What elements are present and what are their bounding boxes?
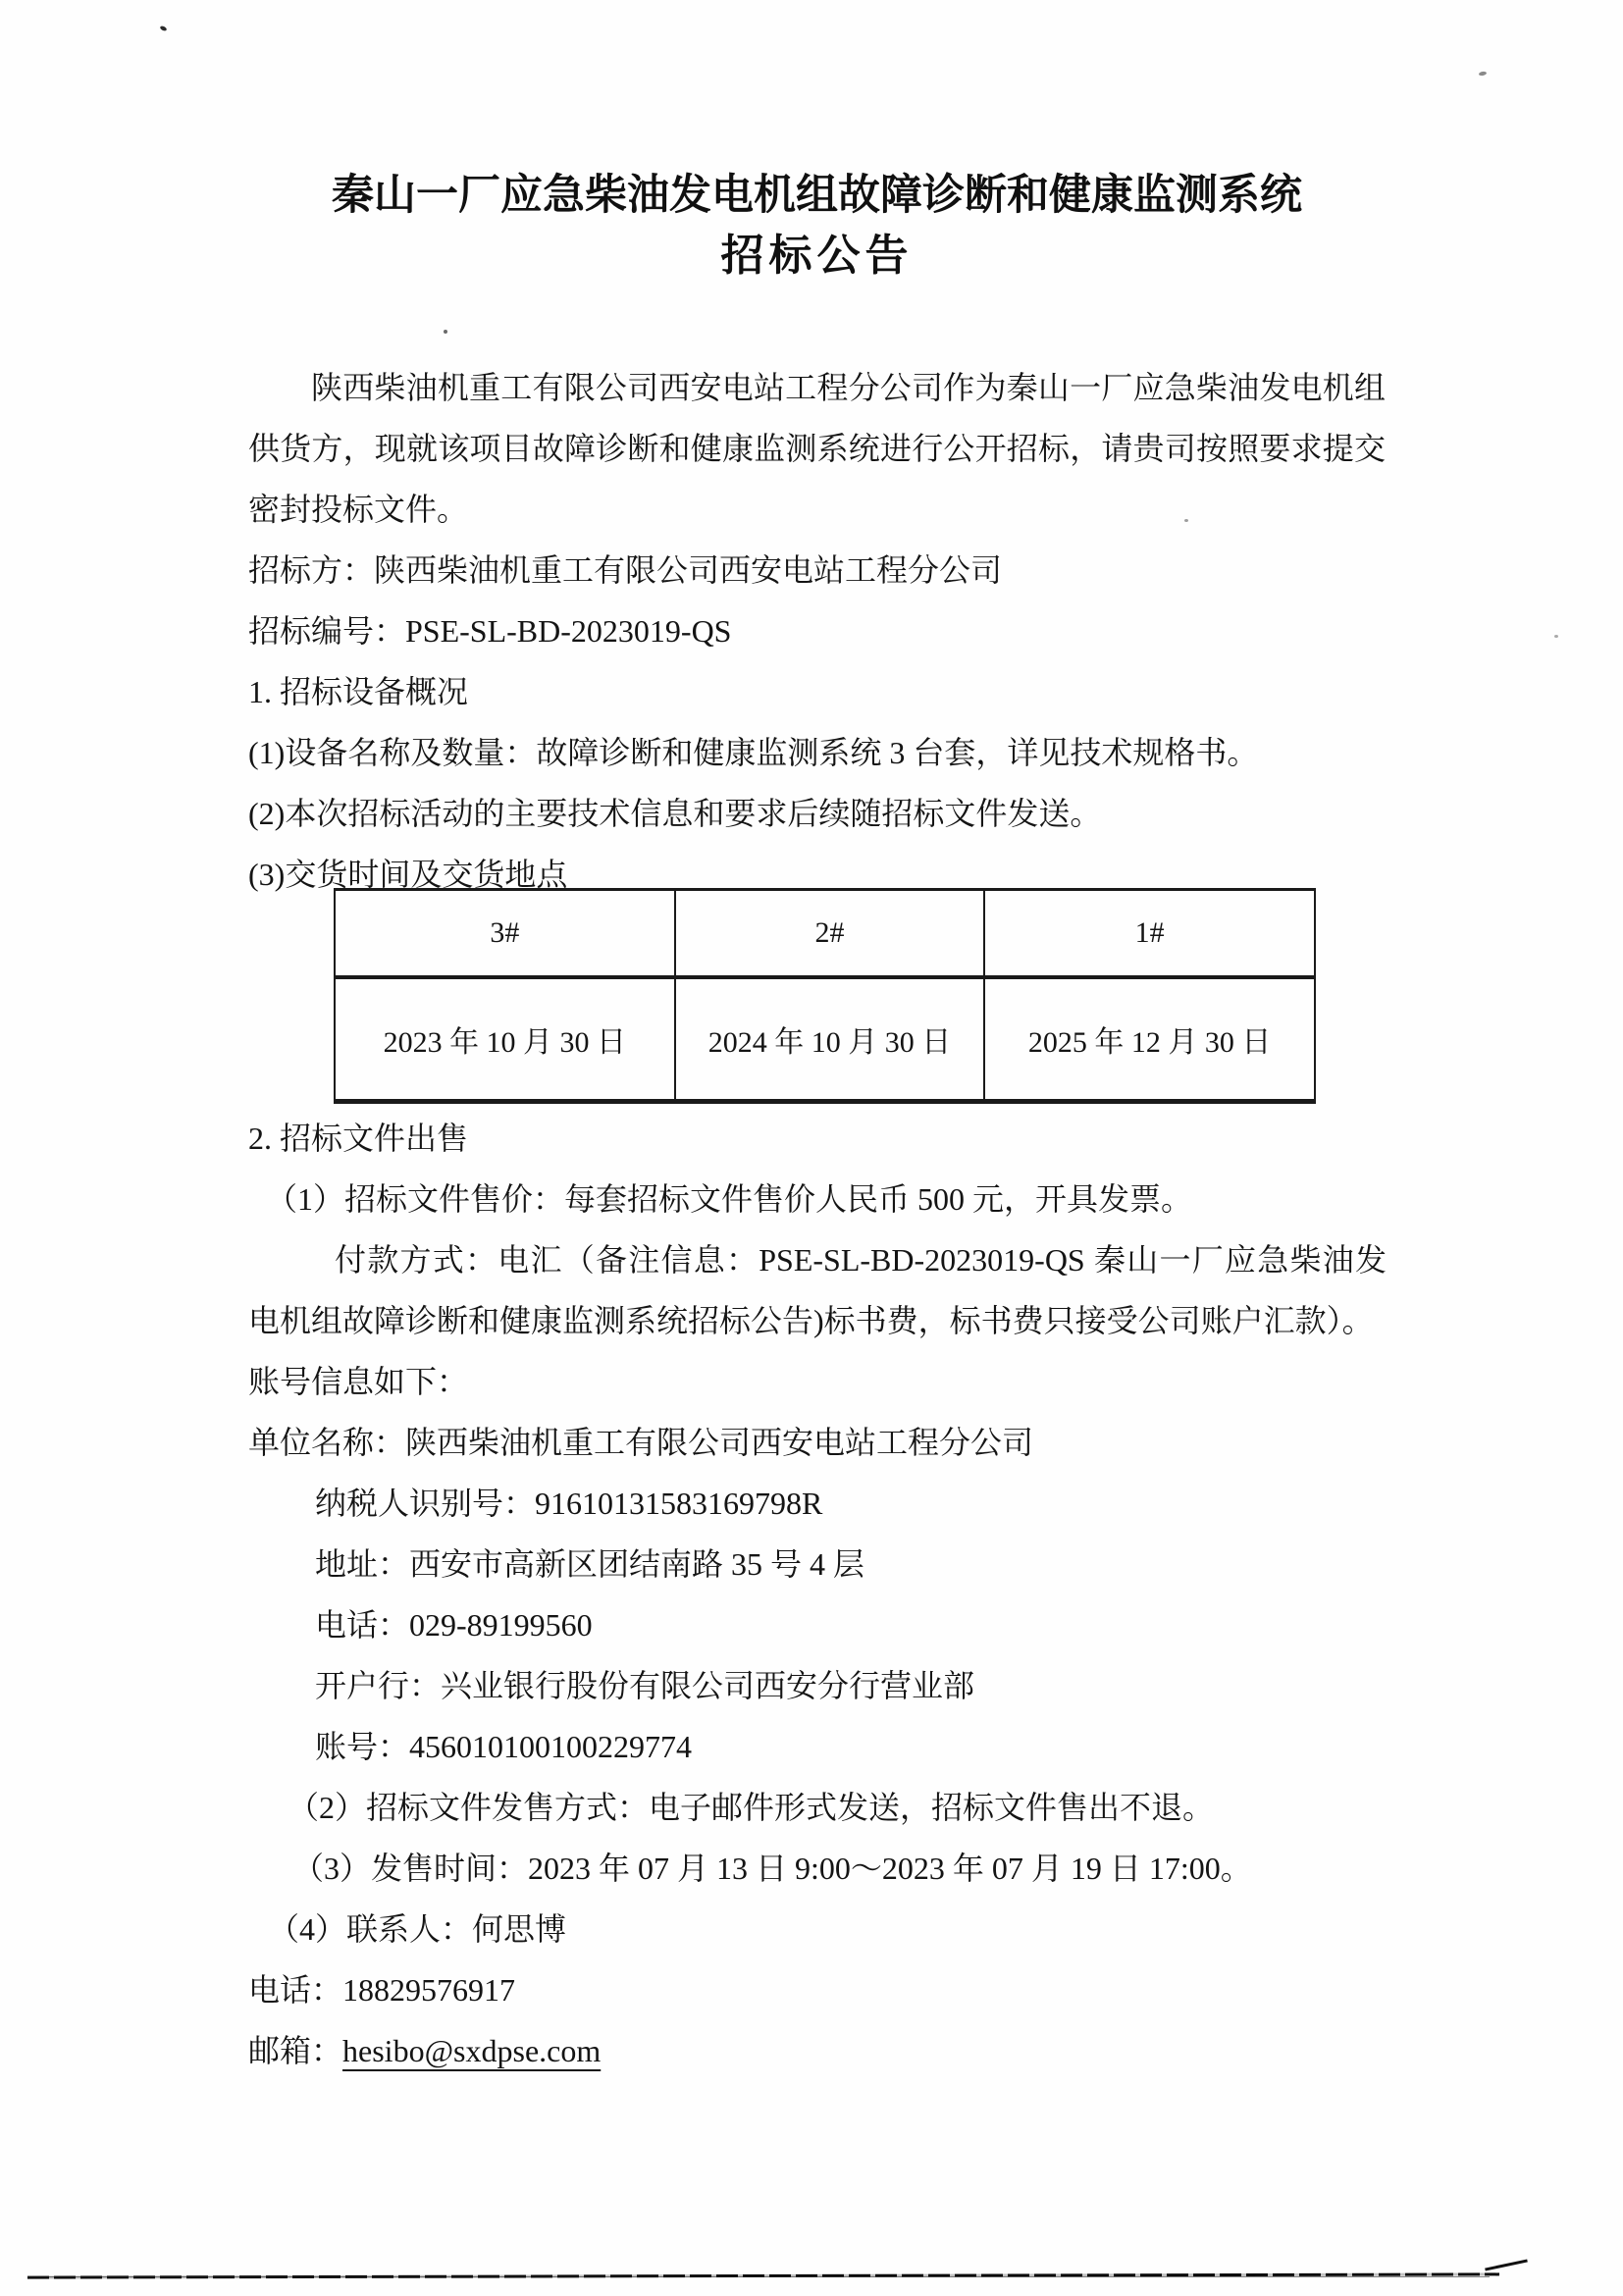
- tech-info-item: (2)本次招标活动的主要技术信息和要求后续随招标文件发送。: [248, 796, 1102, 831]
- delivery-table-header-unit1: 1#: [984, 890, 1315, 978]
- scan-bottom-line-overlay: [27, 2276, 1490, 2277]
- sale-time-item: （3）发售时间：2023 年 07 月 13 日 9:00～2023 年 07 月 19 日 17:00。: [292, 1851, 1252, 1886]
- address-line: 地址：西安市高新区团结南路 35 号 4 层: [315, 1546, 865, 1582]
- account-info-intro: 账号信息如下：: [248, 1364, 469, 1399]
- delivery-table-header-unit2: 2#: [675, 890, 985, 978]
- email-line: [248, 2020, 1387, 2081]
- document-header: [248, 165, 1386, 287]
- delivery-table: [334, 888, 1316, 1104]
- scan-bottom-line-hook: [1485, 2259, 1528, 2270]
- scan-speck: [444, 330, 447, 334]
- scan-speck: [159, 26, 167, 32]
- bank-phone-line: 电话：029-89199560: [315, 1607, 593, 1643]
- document-title: 秦山一厂应急柴油发电机组故障诊断和健康监测系统: [332, 172, 1302, 219]
- section1-heading: 1. 招标设备概况: [248, 674, 469, 709]
- scan-speck: [1554, 635, 1558, 638]
- distribution-item: （2）招标文件发售方式：电子邮件形式发送，招标文件售出不退。: [288, 1790, 1215, 1825]
- tender-number-line: 招标编号：PSE-SL-BD-2023019-QS: [248, 613, 732, 649]
- email-label: 邮箱：: [248, 2033, 343, 2068]
- document-body-upper: [248, 357, 1386, 905]
- company-name-line: 单位名称：陕西柴油机重工有限公司西安电站工程分公司: [248, 1425, 1034, 1460]
- delivery-item: (3)交货时间及交货地点: [248, 857, 568, 892]
- intro-paragraph: 陕西柴油机重工有限公司西安电站工程分公司作为秦山一厂应急柴油发电机组供货方，现就该项目故障诊断和健康监测系统进行公开招标，请贵司按照要求提交密封投标文件。: [248, 370, 1386, 527]
- delivery-table-header-row: [335, 890, 1315, 978]
- bank-line: 开户行：兴业银行股份有限公司西安分行营业部: [315, 1668, 975, 1703]
- payment-paragraph: 付款方式：电汇（备注信息：PSE-SL-BD-2023019-QS 秦山一厂应急柴油发电机组故障诊断和健康监测系统招标公告)标书费，标书费只接受公司账户汇款）。: [248, 1242, 1387, 1338]
- delivery-date-unit3: 2023 年 10 月 30 日: [335, 977, 675, 1102]
- account-number-line: 账号：456010100100229774: [315, 1729, 693, 1764]
- contact-phone-line: 电话：18829576917: [248, 1972, 516, 2008]
- section2-heading: 2. 招标文件出售: [248, 1121, 469, 1156]
- tax-id-line: 纳税人识别号：91610131583169798R: [315, 1486, 823, 1521]
- scan-speck: [1479, 71, 1488, 76]
- contact-item: （4）联系人：何思博: [268, 1911, 567, 1947]
- tenderer-line: 招标方：陕西柴油机重工有限公司西安电站工程分公司: [248, 552, 1003, 588]
- delivery-date-unit2: 2024 年 10 月 30 日: [675, 977, 985, 1102]
- document-subtitle: 招标公告: [720, 232, 914, 280]
- email-link[interactable]: hesibo@sxdpse.com: [342, 2033, 602, 2068]
- delivery-table-wrap: [334, 888, 1316, 1104]
- delivery-table-header-unit3: 3#: [335, 890, 675, 978]
- equipment-item: (1)设备名称及数量：故障诊断和健康监测系统 3 台套，详见技术规格书。: [248, 735, 1259, 770]
- delivery-date-unit1: 2025 年 12 月 30 日: [984, 977, 1315, 1102]
- doc-price-item: （1）招标文件售价：每套招标文件售价人民币 500 元，开具发票。: [266, 1181, 1193, 1217]
- delivery-table-row: [335, 977, 1315, 1102]
- document-body-lower: [248, 1108, 1387, 2081]
